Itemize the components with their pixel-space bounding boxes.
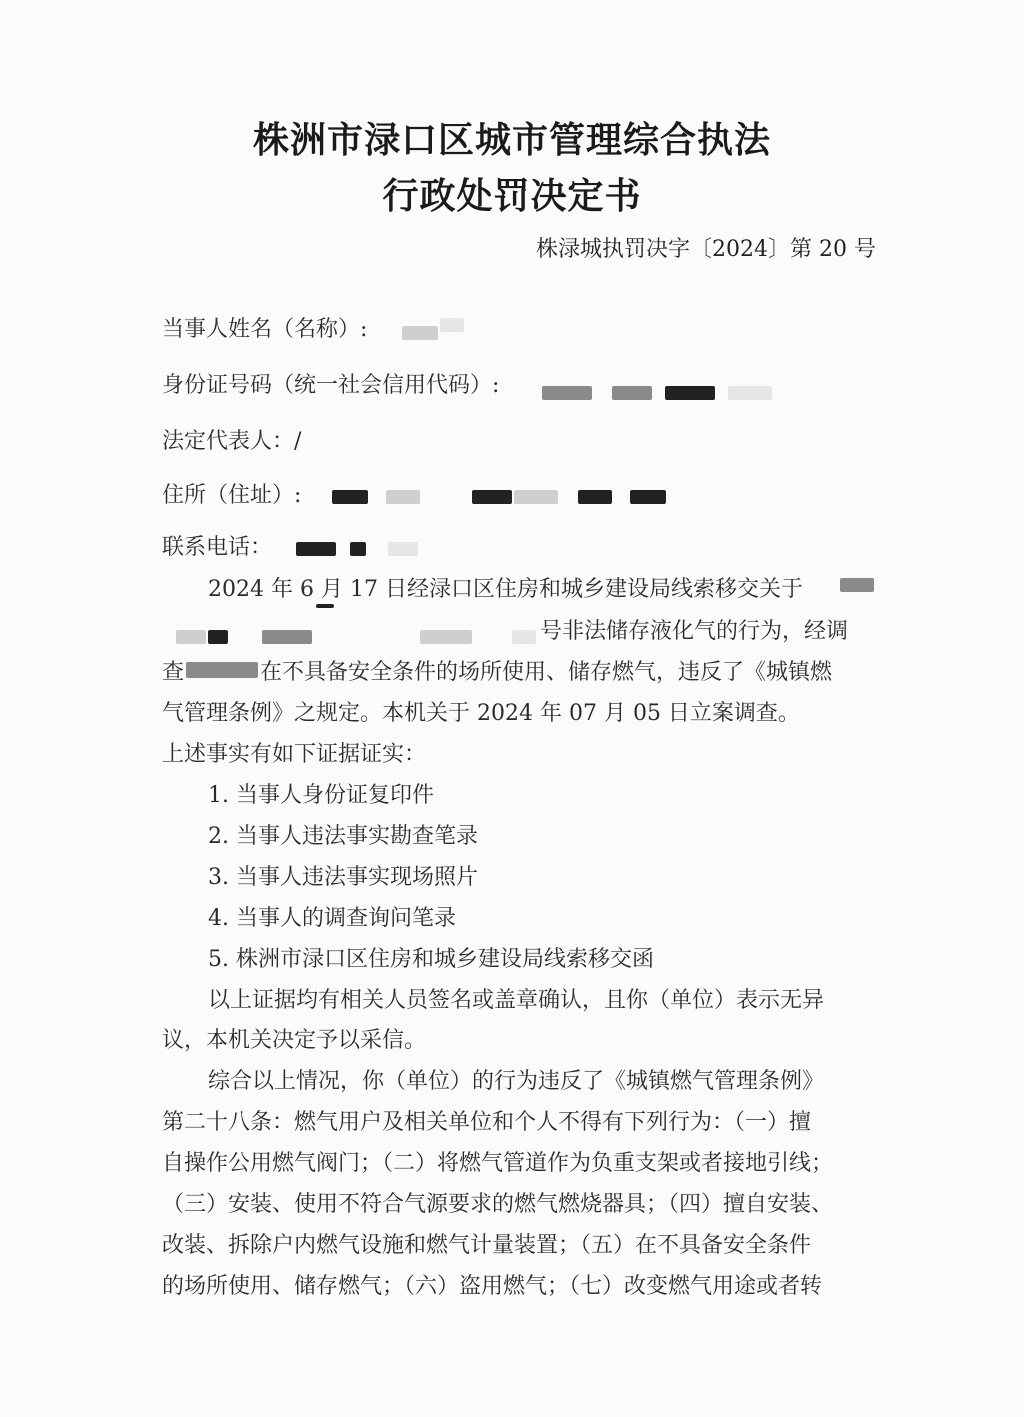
redacted-address-3 — [472, 490, 512, 504]
redacted-id-1 — [542, 386, 592, 400]
redacted-party-name — [402, 326, 438, 340]
id-number-label: 身份证号码（统一社会信用代码）: — [162, 373, 500, 398]
redacted-address-1 — [332, 490, 368, 504]
para3-line5: 改装、拆除户内燃气设施和燃气计量装置；（五）在不具备安全条件 — [162, 1233, 812, 1258]
redacted-para1-1 — [840, 578, 874, 592]
redacted-address-2 — [386, 490, 420, 504]
redacted-para1-mark — [316, 604, 334, 608]
para2-line2: 议，本机关决定予以采信。 — [162, 1028, 427, 1053]
redacted-id-2 — [612, 386, 652, 400]
redacted-id-3 — [665, 386, 715, 400]
document-number: 株渌城执罚决字〔2024〕第 20 号 — [536, 237, 876, 262]
para1-line2: 号非法储存液化气的行为，经调 — [540, 619, 849, 644]
redacted-address-6 — [630, 490, 666, 504]
party-name-label: 当事人姓名（名称）: — [162, 317, 368, 342]
para1-line1: 2024 年 6 月 17 日经渌口区住房和城乡建设局线索移交关于 — [208, 577, 803, 602]
redacted-para1-2 — [176, 630, 206, 644]
evidence-item: 2. 当事人违法事实勘查笔录 — [208, 824, 478, 849]
para3-line3: 自操作公用燃气阀门；（二）将燃气管道作为负重支架或者接地引线； — [162, 1151, 834, 1176]
redacted-phone-3 — [388, 542, 418, 556]
redacted-address-5 — [578, 490, 612, 504]
para3-line1: 综合以上情况，你（单位）的行为违反了《城镇燃气管理条例》 — [208, 1069, 825, 1094]
document-title-line2: 行政处罚决定书 — [382, 176, 642, 217]
evidence-intro: 上述事实有如下证据证实： — [162, 742, 427, 767]
redacted-address-4 — [514, 490, 558, 504]
evidence-item: 3. 当事人违法事实现场照片 — [208, 865, 478, 890]
redacted-para1-4 — [262, 630, 312, 644]
para1-line3-rest: 在不具备安全条件的场所使用、储存燃气，违反了《城镇燃 — [260, 660, 833, 685]
redacted-party-name-2 — [440, 318, 464, 332]
redacted-para1-5 — [420, 630, 472, 644]
address-label: 住所（住址）: — [162, 483, 302, 508]
redacted-para1-6 — [512, 630, 536, 644]
evidence-item: 5. 株洲市渌口区住房和城乡建设局线索移交函 — [208, 947, 654, 972]
phone-label: 联系电话： — [162, 535, 273, 560]
para1-line4: 气管理条例》之规定。本机关于 2024 年 07 月 05 日立案调查。 — [162, 701, 800, 726]
document-title-line1: 株洲市渌口区城市管理综合执法 — [252, 120, 771, 161]
redacted-phone-2 — [350, 542, 366, 556]
evidence-item: 1. 当事人身份证复印件 — [208, 783, 434, 808]
evidence-item: 4. 当事人的调查询问笔录 — [208, 906, 456, 931]
redacted-phone-1 — [296, 542, 336, 556]
para3-line6: 的场所使用、储存燃气；（六）盗用燃气；（七）改变燃气用途或者转 — [162, 1274, 823, 1299]
redacted-para1-7 — [186, 662, 258, 678]
para3-line2: 第二十八条：燃气用户及相关单位和个人不得有下列行为：（一）擅 — [162, 1110, 812, 1135]
para1-line3-start: 查 — [162, 660, 185, 685]
para3-line4: （三）安装、使用不符合气源要求的燃气燃烧器具；（四）擅自安装、 — [162, 1192, 834, 1217]
para2-line1: 以上证据均有相关人员签名或盖章确认，且你（单位）表示无异 — [208, 988, 825, 1013]
legal-representative: 法定代表人：/ — [162, 429, 302, 454]
redacted-para1-3 — [208, 630, 228, 644]
redacted-id-4 — [728, 386, 772, 400]
